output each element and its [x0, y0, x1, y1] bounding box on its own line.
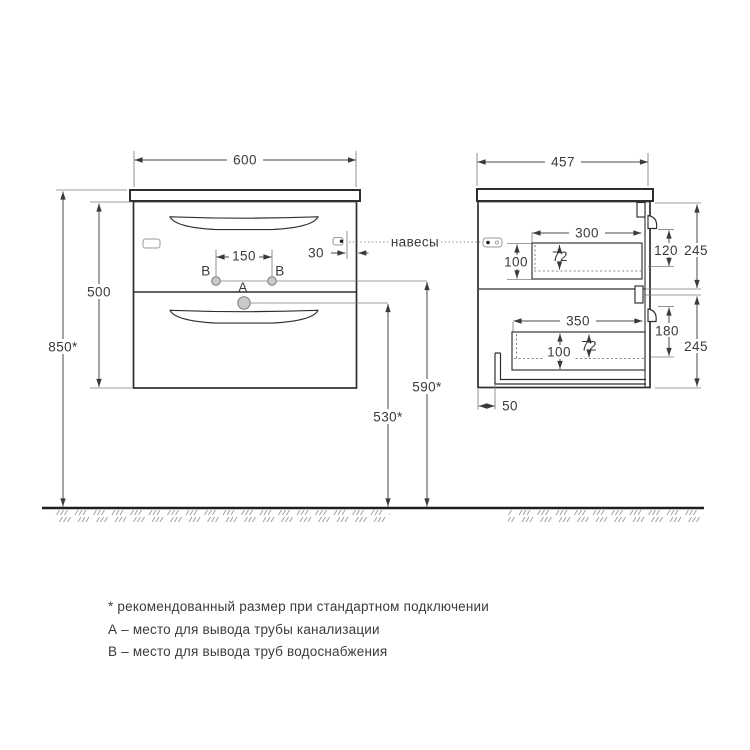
- dim-total-height: 850*: [48, 339, 78, 355]
- side-countertop: [477, 189, 653, 201]
- floor-hatching-right: [508, 510, 704, 522]
- front-top-drawer-handle: [170, 217, 318, 230]
- footnote-b-supply: В – место для вывода труб водоснабжения: [108, 644, 388, 659]
- side-top-drawer-box: [532, 243, 642, 279]
- side-bottom-drawer-front: [635, 286, 643, 303]
- side-hanger-mount-dot: [486, 241, 490, 245]
- dim-top-drawer-height: 100: [504, 254, 528, 270]
- hole-b-left: [212, 277, 221, 286]
- front-left-hanger-bracket-icon: [143, 239, 160, 248]
- dim-bottom-front-height: 180: [655, 323, 679, 339]
- dim-supply-to-floor: 590*: [412, 379, 442, 395]
- side-top-drawer-front: [637, 203, 645, 218]
- front-countertop: [130, 190, 360, 201]
- label-a: A: [238, 280, 248, 295]
- dim-bottom-drawer-width: 350: [566, 313, 590, 329]
- dim-bottom-recess: 50: [502, 398, 518, 414]
- floor-hatching-left: [52, 510, 390, 522]
- dim-drain-to-floor: 530*: [373, 409, 403, 425]
- dim-bottom-drawer-height: 100: [547, 344, 571, 360]
- side-top-handle-profile: [648, 216, 657, 229]
- label-b-right: B: [275, 263, 285, 279]
- footnote-recommended-size: * рекомендованный размер при стандартном подключении: [108, 599, 490, 614]
- footnote-a-drain: А – место для вывода трубы канализации: [108, 622, 380, 637]
- dim-faucet-spacing: 150: [232, 248, 256, 264]
- hangers-callout-label: навесы: [390, 234, 440, 250]
- dim-bottom-drawer-inner: 72: [581, 338, 597, 354]
- dim-bottom-section: 245: [684, 339, 708, 354]
- label-b-left: B: [201, 263, 211, 279]
- side-bottom-drawer-box: [512, 332, 645, 370]
- dim-hanger-offset: 30: [308, 245, 324, 261]
- side-hanger-bracket-icon: [483, 238, 502, 247]
- dim-top-section: 245: [684, 243, 708, 258]
- floor: [42, 508, 704, 522]
- dim-top-drawer-inner: 72: [552, 249, 568, 264]
- hole-a-drain: [238, 297, 250, 309]
- side-bottom-handle-profile: [648, 309, 656, 322]
- dim-side-depth: 457: [551, 154, 575, 170]
- dim-front-height: 500: [87, 284, 111, 300]
- dim-top-drawer-width: 300: [575, 225, 599, 241]
- front-hanger-mount-dot: [340, 240, 343, 243]
- front-bottom-drawer-handle: [170, 310, 318, 323]
- dim-front-width: 600: [233, 152, 257, 168]
- dim-top-front-height: 120: [654, 243, 678, 258]
